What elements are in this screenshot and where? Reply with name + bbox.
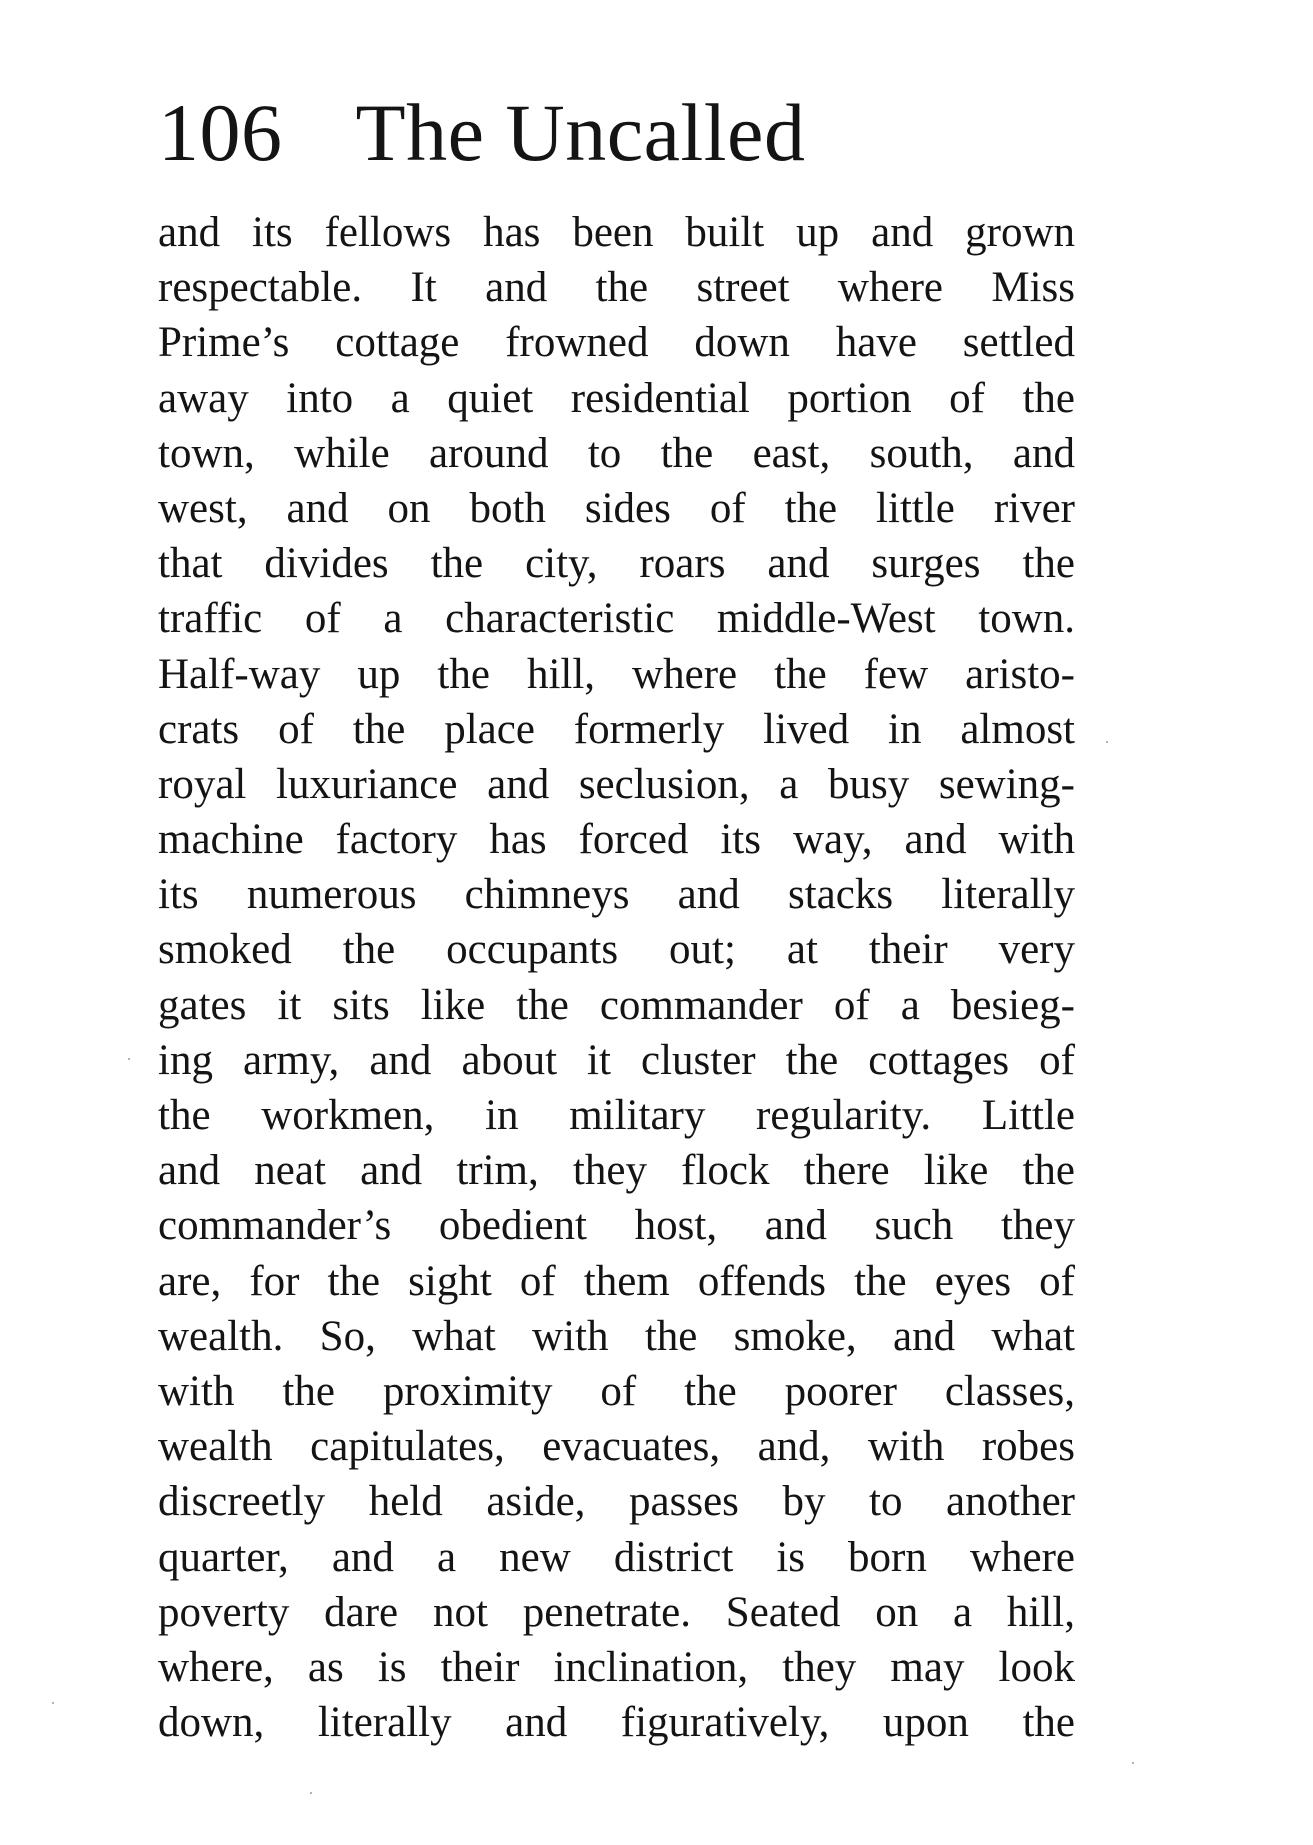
- text-line: and neat and trim, they flock there like the: [158, 1147, 1075, 1195]
- text-line: crats of the place formerly lived in almost: [158, 705, 1075, 753]
- text-line: that divides the city, roars and surges the: [158, 540, 1075, 588]
- running-head: [158, 88, 805, 178]
- text-line: its numerous chimneys and stacks literally: [158, 871, 1075, 919]
- text-line: wealth. So, what with the smoke, and what: [158, 1312, 1075, 1360]
- page-number: 106: [158, 87, 283, 178]
- text-line: west, and on both sides of the little river: [158, 484, 1075, 532]
- text-line: Prime’s cottage frowned down have settled: [158, 319, 1075, 367]
- text-line: traffic of a characteristic middle-West town.: [158, 595, 1075, 643]
- text-line: ing army, and about it cluster the cottages of: [158, 1036, 1075, 1084]
- text-line: with the proximity of the poorer classes,: [158, 1367, 1075, 1415]
- text-line: machine factory has forced its way, and with: [158, 816, 1075, 864]
- scan-speck: [128, 1058, 130, 1060]
- text-line: are, for the sight of them offends the eyes of: [158, 1257, 1075, 1305]
- scan-speck: [52, 1702, 54, 1704]
- text-line: commander’s obedient host, and such they: [158, 1202, 1075, 1250]
- text-line: quarter, and a new district is born where: [158, 1533, 1075, 1581]
- text-line: poverty dare not penetrate. Seated on a hill,: [158, 1588, 1075, 1636]
- text-line: discreetly held aside, passes by to another: [158, 1478, 1075, 1526]
- running-title: The Uncalled: [355, 87, 806, 178]
- text-line: royal luxuriance and seclusion, a busy sewing-: [158, 760, 1075, 808]
- text-line: gates it sits like the commander of a besieg-: [158, 981, 1075, 1029]
- scan-speck: [310, 1792, 312, 1794]
- scan-speck: [1132, 1762, 1134, 1764]
- text-line: and its fellows has been built up and grown: [158, 209, 1075, 256]
- text-line: the workmen, in military regularity. Little: [158, 1092, 1075, 1139]
- scan-speck: [1106, 741, 1108, 743]
- text-line: Half-way up the hill, where the few aristo-: [158, 650, 1075, 698]
- body-text: [158, 205, 1075, 1750]
- text-line: away into a quiet residential portion of the: [158, 374, 1075, 422]
- text-line: where, as is their inclination, they may look: [158, 1643, 1075, 1691]
- text-line: respectable. It and the street where Miss: [158, 264, 1075, 312]
- text-line: wealth capitulates, evacuates, and, with robes: [158, 1423, 1075, 1471]
- text-line: smoked the occupants out; at their very: [158, 926, 1075, 974]
- text-line: down, literally and figuratively, upon the: [158, 1699, 1075, 1747]
- text-line: town, while around to the east, south, and: [158, 429, 1075, 477]
